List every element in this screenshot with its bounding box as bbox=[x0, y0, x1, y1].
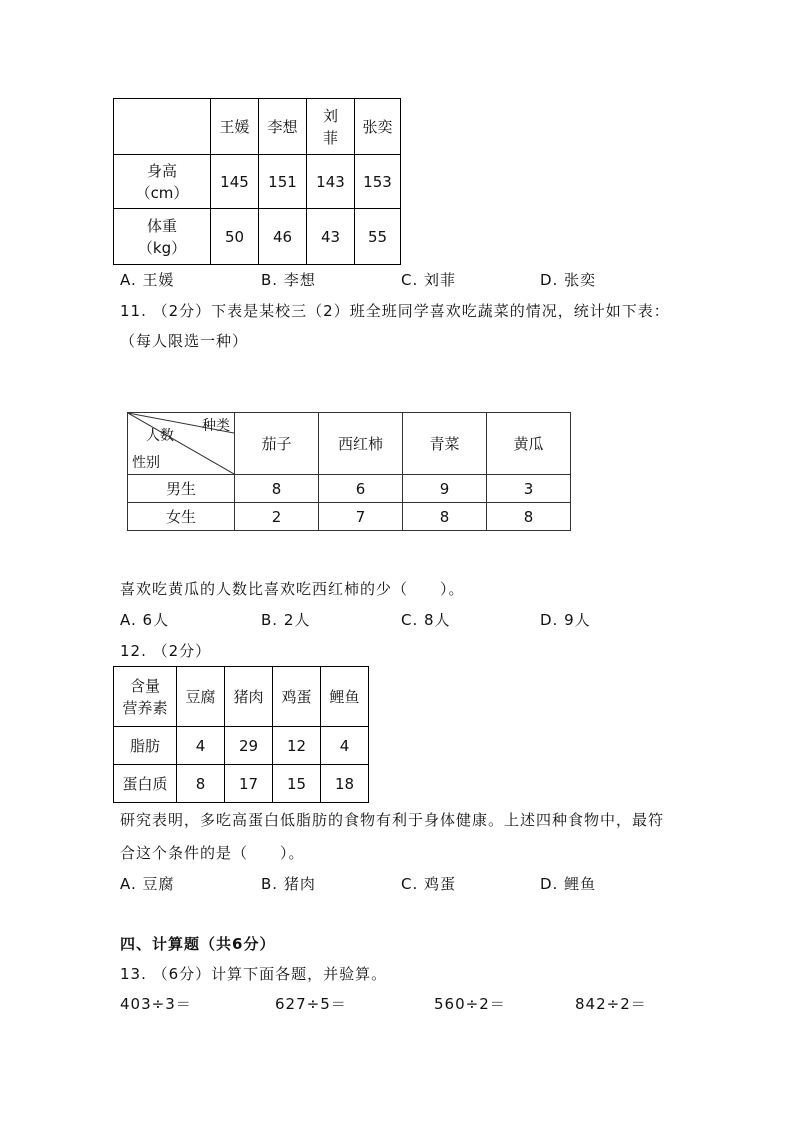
vegetable-table bbox=[127, 412, 571, 531]
table-cell: 7 bbox=[319, 503, 403, 531]
table-cell: 17 bbox=[225, 765, 273, 803]
corner-label-count: 人数 bbox=[146, 428, 174, 444]
option-d[interactable]: D. 鲤鱼 bbox=[540, 875, 597, 893]
question-11-stem: 11. （2分）下表是某校三（2）班全班同学喜欢吃蔬菜的情况，统计如下表： bbox=[120, 302, 670, 320]
table-cell: 29 bbox=[225, 727, 273, 765]
table-cell: 18 bbox=[321, 765, 369, 803]
question-11-note: （每人限选一种） bbox=[120, 332, 249, 350]
table-header-cell: 猪肉 bbox=[225, 667, 273, 727]
table-cell: 15 bbox=[273, 765, 321, 803]
question-12-text-line1: 研究表明，多吃高蛋白低脂肪的食物有利于身体健康。上述四种食物中，最符 bbox=[120, 811, 665, 829]
option-a[interactable]: A. 6人 bbox=[120, 611, 170, 629]
table-cell: 55 bbox=[355, 209, 401, 265]
calc-problem-1: 403÷3＝ bbox=[120, 995, 192, 1013]
row-label-height: 身高 （cm） bbox=[114, 155, 211, 209]
calc-problem-4: 842÷2＝ bbox=[575, 995, 647, 1013]
table-header-cell: 青菜 bbox=[403, 413, 487, 475]
option-a[interactable]: A. 豆腐 bbox=[120, 875, 175, 893]
table-cell: 50 bbox=[211, 209, 259, 265]
table-cell: 151 bbox=[259, 155, 307, 209]
table-cell: 8 bbox=[403, 503, 487, 531]
table-cell: 145 bbox=[211, 155, 259, 209]
table-header-cell: 王媛 bbox=[211, 99, 259, 155]
option-b[interactable]: B. 2人 bbox=[261, 611, 311, 629]
table-cell: 143 bbox=[307, 155, 355, 209]
table-header-cell: 黄瓜 bbox=[487, 413, 571, 475]
table-cell: 153 bbox=[355, 155, 401, 209]
calc-problem-2: 627÷5＝ bbox=[275, 995, 347, 1013]
table-cell: 4 bbox=[321, 727, 369, 765]
row-label-boys: 男生 bbox=[128, 475, 235, 503]
table-header-cell: 西红柿 bbox=[319, 413, 403, 475]
question-13-stem: 13. （6分）计算下面各题，并验算。 bbox=[120, 965, 388, 983]
option-c[interactable]: C. 8人 bbox=[401, 611, 451, 629]
height-weight-table bbox=[113, 98, 401, 265]
table-cell: 3 bbox=[487, 475, 571, 503]
table-cell: 6 bbox=[319, 475, 403, 503]
row-label-protein: 蛋白质 bbox=[114, 765, 177, 803]
option-c[interactable]: C. 刘菲 bbox=[401, 271, 457, 289]
table-header-cell: 鸡蛋 bbox=[273, 667, 321, 727]
table-cell: 9 bbox=[403, 475, 487, 503]
table-corner-cell bbox=[114, 99, 211, 155]
table-cell: 8 bbox=[177, 765, 225, 803]
table-cell: 46 bbox=[259, 209, 307, 265]
option-a[interactable]: A. 王媛 bbox=[120, 271, 175, 289]
table-header-cell: 鲤鱼 bbox=[321, 667, 369, 727]
nutrition-table bbox=[113, 666, 369, 803]
option-d[interactable]: D. 9人 bbox=[540, 611, 591, 629]
table-cell: 8 bbox=[487, 503, 571, 531]
table-corner-cell: 含量 营养素 bbox=[114, 667, 177, 727]
table-header-cell: 李想 bbox=[259, 99, 307, 155]
row-label-weight: 体重 （kg） bbox=[114, 209, 211, 265]
table-header-cell: 豆腐 bbox=[177, 667, 225, 727]
corner-label-type: 种类 bbox=[202, 418, 230, 434]
row-label-fat: 脂肪 bbox=[114, 727, 177, 765]
option-d[interactable]: D. 张奕 bbox=[540, 271, 597, 289]
table-cell: 12 bbox=[273, 727, 321, 765]
question-12-stem: 12. （2分） bbox=[120, 642, 212, 660]
table-cell: 8 bbox=[235, 475, 319, 503]
option-c[interactable]: C. 鸡蛋 bbox=[401, 875, 457, 893]
table-cell: 2 bbox=[235, 503, 319, 531]
diagonal-header-cell bbox=[128, 413, 235, 475]
row-label-girls: 女生 bbox=[128, 503, 235, 531]
table-header-cell: 张奕 bbox=[355, 99, 401, 155]
section-4-title: 四、计算题（共6分） bbox=[120, 935, 276, 953]
option-b[interactable]: B. 李想 bbox=[261, 271, 316, 289]
table-header-cell: 茄子 bbox=[235, 413, 319, 475]
table-cell: 43 bbox=[307, 209, 355, 265]
question-11-text: 喜欢吃黄瓜的人数比喜欢吃西红柿的少（ ）。 bbox=[120, 580, 465, 598]
table-cell: 4 bbox=[177, 727, 225, 765]
table-header-cell: 刘 菲 bbox=[307, 99, 355, 155]
calc-problem-3: 560÷2＝ bbox=[434, 995, 506, 1013]
corner-label-gender: 性别 bbox=[132, 455, 160, 471]
question-12-text-line2: 合这个条件的是（ ）。 bbox=[120, 844, 305, 862]
option-b[interactable]: B. 猪肉 bbox=[261, 875, 316, 893]
